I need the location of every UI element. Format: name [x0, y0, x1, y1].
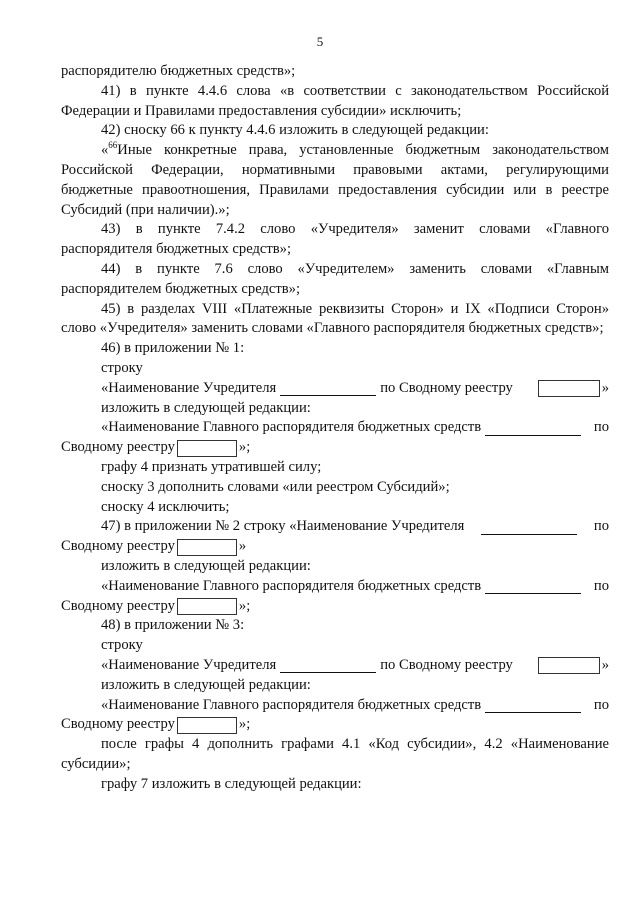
form-text: «Наименование Главного распорядителя бюджетных средств [101, 577, 482, 594]
blank-line [485, 421, 581, 436]
form-line-grbs-2-cont [61, 597, 609, 617]
form-text: по [593, 696, 609, 713]
form-line-uchreditel-3 [61, 656, 609, 676]
paragraph-47 [61, 517, 609, 537]
quote-open: « [101, 142, 109, 159]
grafa4-line: графу 4 признать утратившей силу; [101, 458, 322, 475]
code-box [538, 657, 600, 674]
paragraph-42: 42) сноску 66 к пункту 4.4.6 изложить в следующей редакции: [101, 122, 489, 139]
page-number: 5 [316, 34, 324, 49]
form-text: «Наименование Учредителя [101, 656, 277, 673]
blank-line [481, 520, 577, 535]
form-text: » [601, 379, 609, 396]
paragraph-43: 43) в пункте 7.4.2 слово «Учредителя» заменит словами «Главного распорядителя бюджетных средств»; [61, 221, 609, 258]
paragraph-48: 48) в приложении № 3: [101, 617, 245, 634]
form-text: «Наименование Главного распорядителя бюджетных средств [101, 419, 482, 436]
form-text: Сводному реестру [61, 538, 175, 555]
form-text: »; [238, 439, 251, 456]
blank-line [280, 381, 376, 396]
form-text: «Наименование Учредителя [101, 379, 277, 396]
form-text: по [593, 419, 609, 436]
snoska4-line: сноску 4 исключить; [101, 498, 230, 515]
form-text: » [601, 656, 609, 673]
form-line-grbs-1 [61, 418, 609, 438]
form-line-47-cont [61, 537, 609, 557]
paragraph-41: 41) в пункте 4.4.6 слова «в соответствии с законодательством Российской Федерации и Правилами предоставления субсидии» исключить; [61, 82, 609, 119]
form-text: Сводному реестру [61, 597, 175, 614]
paragraph-continuation: распорядителю бюджетных средств»; [61, 63, 296, 79]
document-body [61, 62, 609, 794]
snoska3-line: сноску 3 дополнить словами «или реестром Субсидий»; [101, 478, 450, 495]
form-text: » [238, 538, 247, 555]
blank-line [485, 579, 581, 594]
paragraph-44: 44) в пункте 7.6 слово «Учредителем» заменить словами «Главным распорядителем бюджетных средств»; [61, 260, 609, 297]
code-box [177, 598, 237, 615]
blank-line [485, 698, 581, 713]
form-text: по [593, 518, 610, 535]
izlozhit-label: изложить в следующей редакции: [101, 399, 311, 416]
izlozhit-label: изложить в следующей редакции: [101, 676, 311, 693]
footnote-mark: 66 [108, 140, 118, 151]
stroku-label: строку [101, 359, 143, 376]
form-text: по Сводному реестру [380, 379, 513, 396]
form-text: Сводному реестру [61, 439, 175, 456]
footnote-text: Иные конкретные права, установленные бюджетным законодательством Российской Федерации, нормативными правовыми актами, регулирующими бюджетные правоотношения, Правилами предоставления субсидии или в реестре Субсидий (при наличии).»; [61, 142, 609, 218]
code-box [177, 440, 237, 457]
form-line-grbs-2 [61, 577, 609, 597]
form-line-grbs-3-cont [61, 715, 609, 735]
code-box [538, 380, 600, 397]
grafa7-line: графу 7 изложить в следующей редакции: [101, 775, 362, 792]
paragraph-42-footnote [61, 141, 609, 220]
form-text: Сводному реестру [61, 716, 175, 733]
form-text: по [593, 577, 609, 594]
code-box [177, 539, 237, 556]
form-line-grbs-1-cont [61, 438, 609, 458]
stroku-label: строку [101, 637, 143, 654]
paragraph-46: 46) в приложении № 1: [101, 340, 245, 357]
form-text: »; [238, 716, 251, 733]
form-text: по Сводному реестру [380, 656, 513, 673]
izlozhit-label: изложить в следующей редакции: [101, 557, 311, 574]
form-text: «Наименование Главного распорядителя бюджетных средств [101, 696, 482, 713]
paragraph-45: 45) в разделах VIII «Платежные реквизиты Сторон» и IX «Подписи Сторон» слово «Учредителя» заменить словами «Главного распорядителя бюджетных средств»; [61, 300, 609, 337]
form-line-uchreditel-1 [61, 379, 609, 399]
code-box [177, 717, 237, 734]
form-text: 47) в приложении № 2 строку «Наименование Учредителя [101, 518, 465, 535]
form-text: »; [238, 597, 251, 614]
posle-grafy-line: после графы 4 дополнить графами 4.1 «Код субсидии», 4.2 «Наименование субсидии»; [61, 736, 609, 772]
form-line-grbs-3 [61, 696, 609, 716]
blank-line [280, 658, 376, 673]
